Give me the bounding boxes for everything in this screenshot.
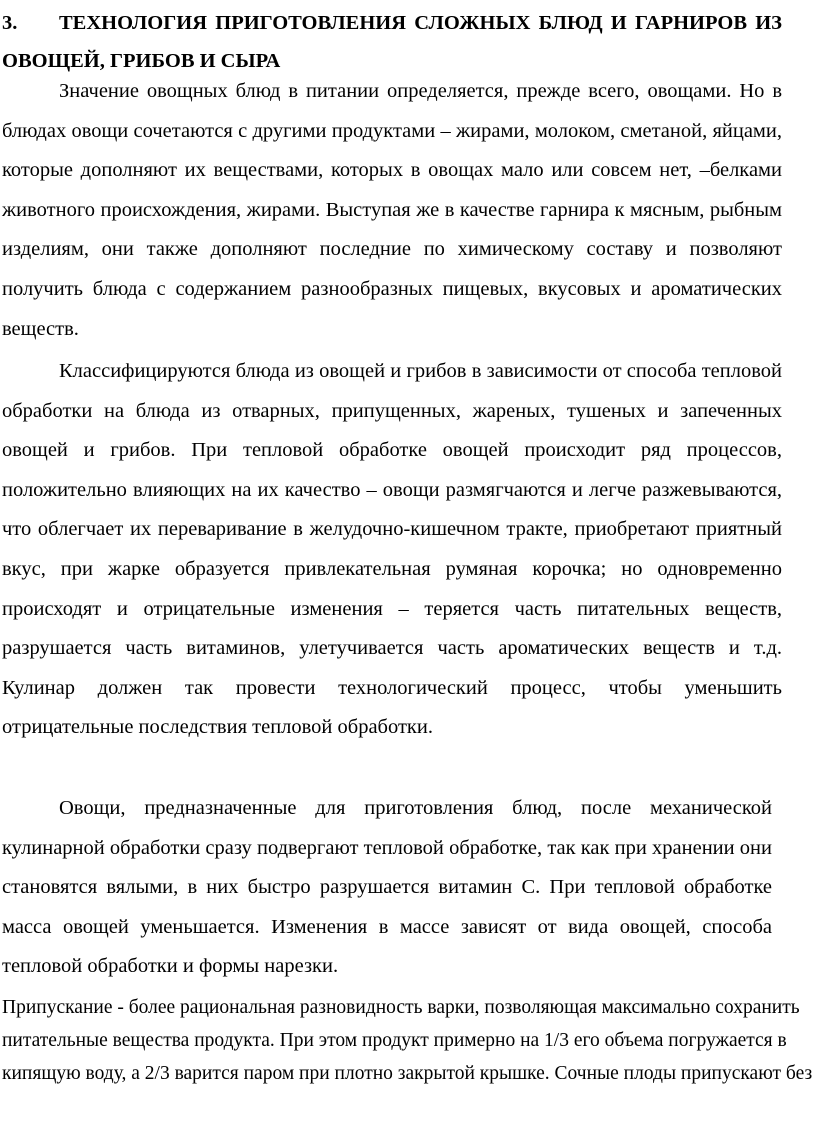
paragraph-poaching: Припускание - более рациональная разновидность варки, позволяющая максимально сохранить питательные вещества продукта. При этом продукт примерно на 1/3 его объема погружается в кипящую воду, а 2/3 варится паром при плотно закрытой крышке. Сочные плоды припускают без — [2, 997, 813, 1084]
paragraph-heat-treatment: Овощи, предназначенные для приготовления блюд, после механической кулинарной обработки сразу подвергают тепловой обработке, так как при хранении они становятся вялыми, в них быстро разрушается витамин С. При тепловой обработке масса овощей уменьшается. Изменения в массе зависят от вида овощей, способа тепловой обработки и формы нарезки. — [2, 797, 772, 978]
paragraph-classification: Классифицируются блюда из овощей и грибов в зависимости от способа тепловой обработки на блюда из отварных, припущенных, жареных, тушеных и запеченных овощей и грибов. При тепловой обработке овощей происходит ряд процессов, положительно влияющих на их качество – овощи размягчаются и легче разжевываются, что облегчает их переваривание в желудочно-кишечном тракте, приобретают приятный вкус, при жарке образуется привлекательная румяная корочка; но одновременно происходят и отрицательные изменения – теряется часть питательных веществ, разрушается часть витаминов, улетучивается часть ароматических веществ и т.д. Кулинар должен так провести технологический процесс, чтобы уменьшить отрицательные последствия тепловой обработки. — [2, 360, 782, 739]
paragraph-vegetable-dishes-value: Значение овощных блюд в питании определяется, прежде всего, овощами. Но в блюдах овощи сочетаются с другими продуктами – жирами, молоком, сметаной, яйцами, которые дополняют их веществами, которых в овощах мало или совсем нет, –белками животного происхождения, жирами. Выступая же в качестве гарнира к мясным, рыбным изделиям, они также дополняют последние по химическому составу и позволяют получить блюда с содержанием разнообразных пищевых, вкусовых и ароматических веществ. — [2, 80, 782, 340]
section-title: ТЕХНОЛОГИЯ ПРИГОТОВЛЕНИЯ СЛОЖНЫХ БЛЮД И ГАРНИРОВ ИЗ ОВОЩЕЙ, ГРИБОВ И СЫРА — [2, 12, 782, 72]
section-number: 3. — [2, 12, 18, 34]
section-heading — [2, 4, 782, 80]
